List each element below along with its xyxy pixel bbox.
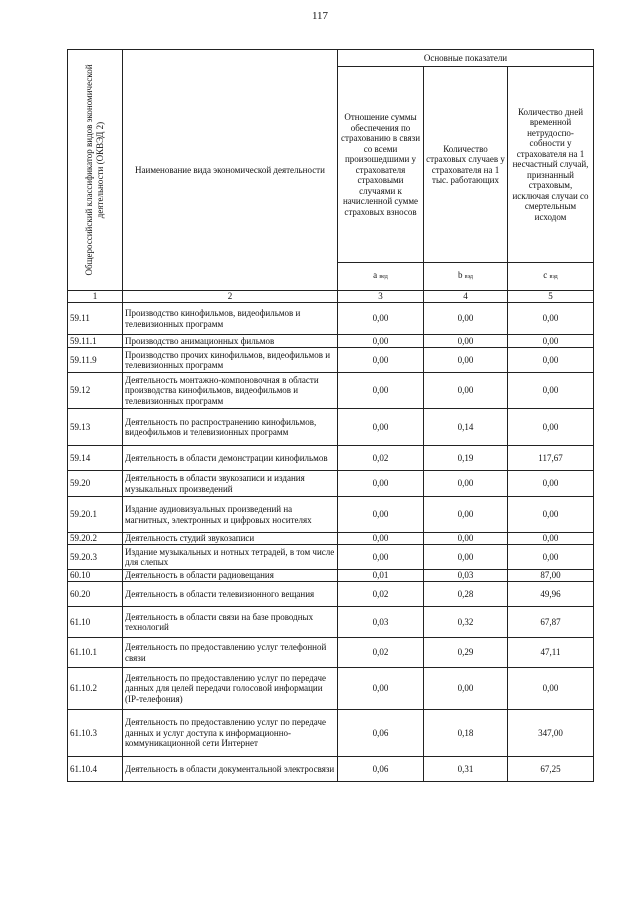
value-b-cell: 0,00 — [424, 533, 508, 545]
column-b-header: Количество страховых случаев у страхователя на 1 тыс. работающих — [424, 67, 508, 263]
table-header — [68, 50, 594, 303]
value-a-cell: 0,00 — [338, 497, 424, 533]
page-number: 117 — [311, 10, 329, 22]
main-indicators-header: Основные показатели — [338, 50, 594, 67]
table-row — [68, 446, 594, 471]
table-row — [68, 638, 594, 668]
activity-name-cell: Деятельность в области звукозаписи и издания музыкальных произведений — [123, 471, 338, 497]
table-row — [68, 373, 594, 409]
value-c-cell: 0,00 — [508, 409, 594, 446]
activity-name-cell: Деятельность по распространению кинофильмов, видеофильмов и телевизионных программ — [123, 409, 338, 446]
value-c-cell: 0,00 — [508, 668, 594, 710]
okved-code-cell: 61.10.4 — [68, 757, 123, 782]
value-c-cell: 0,00 — [508, 545, 594, 570]
column-a-header: Отношение суммы обеспечения по страхованию в связи со всеми произошедшими у страхователя страховыми случаями к начисленной сумме страховых взносов — [338, 67, 424, 263]
value-b-cell: 0,18 — [424, 710, 508, 757]
column-number-2: 2 — [123, 291, 338, 303]
table-row — [68, 545, 594, 570]
activity-name-cell: Деятельность в области демонстрации кинофильмов — [123, 446, 338, 471]
column-c-letter — [508, 263, 594, 291]
value-c-cell: 347,00 — [508, 710, 594, 757]
value-c-cell: 0,00 — [508, 303, 594, 335]
value-a-cell: 0,02 — [338, 446, 424, 471]
value-a-cell: 0,00 — [338, 668, 424, 710]
value-a-cell: 0,00 — [338, 348, 424, 373]
table-row — [68, 497, 594, 533]
table-row — [68, 582, 594, 607]
value-b-cell: 0,00 — [424, 497, 508, 533]
okved-code-cell: 60.20 — [68, 582, 123, 607]
value-b-cell: 0,28 — [424, 582, 508, 607]
table-row — [68, 348, 594, 373]
table-row — [68, 409, 594, 446]
column-number-3: 3 — [338, 291, 424, 303]
okved-code-cell: 60.10 — [68, 570, 123, 582]
okved-code-cell: 59.12 — [68, 373, 123, 409]
table-row — [68, 335, 594, 348]
activity-name-cell: Производство прочих кинофильмов, видеофильмов и телевизионных программ — [123, 348, 338, 373]
value-b-cell: 0,32 — [424, 607, 508, 638]
value-b-cell: 0,00 — [424, 335, 508, 348]
value-b-cell: 0,29 — [424, 638, 508, 668]
activity-name-cell: Издание аудиовизуальных произведений на магнитных, электронных и цифровых носителях — [123, 497, 338, 533]
letter-c: c — [543, 270, 548, 281]
value-b-cell: 0,00 — [424, 471, 508, 497]
value-a-cell: 0,00 — [338, 303, 424, 335]
value-b-cell: 0,31 — [424, 757, 508, 782]
okved-code-cell: 59.20.2 — [68, 533, 123, 545]
value-b-cell: 0,00 — [424, 545, 508, 570]
okved-code-cell: 61.10.1 — [68, 638, 123, 668]
column-number-5: 5 — [508, 291, 594, 303]
column-number-1: 1 — [68, 291, 123, 303]
value-b-cell: 0,19 — [424, 446, 508, 471]
activity-name-cell: Деятельность в области документальной электросвязи — [123, 757, 338, 782]
value-c-cell: 67,87 — [508, 607, 594, 638]
okved-code-cell: 61.10.2 — [68, 668, 123, 710]
okved-code-cell: 59.11.9 — [68, 348, 123, 373]
column-c-header: Количество дней временной нетрудоспо-собности у страхователя на 1 несчастный случай, признанный страховым, исключая случаи со смертельным исходом — [508, 67, 594, 263]
value-c-cell: 117,67 — [508, 446, 594, 471]
table-row — [68, 710, 594, 757]
activity-name-cell: Деятельность по предоставлению услуг телефонной связи — [123, 638, 338, 668]
letter-c-subscript: вэд — [549, 274, 558, 281]
okved-code-cell: 59.20 — [68, 471, 123, 497]
value-a-cell: 0,00 — [338, 335, 424, 348]
value-a-cell: 0,00 — [338, 471, 424, 497]
value-c-cell: 0,00 — [508, 348, 594, 373]
okved-code-cell: 59.14 — [68, 446, 123, 471]
value-a-cell: 0,06 — [338, 710, 424, 757]
column-a-letter — [338, 263, 424, 291]
value-b-cell: 0,14 — [424, 409, 508, 446]
okved-code-cell: 61.10 — [68, 607, 123, 638]
value-b-cell: 0,00 — [424, 348, 508, 373]
activity-name-cell: Деятельность в области радиовещания — [123, 570, 338, 582]
table-row — [68, 607, 594, 638]
okved-code-cell: 59.20.1 — [68, 497, 123, 533]
activity-name-cell: Издание музыкальных и нотных тетрадей, в том числе для слепых — [123, 545, 338, 570]
activity-name-cell: Производство кинофильмов, видеофильмов и телевизионных программ — [123, 303, 338, 335]
value-a-cell: 0,00 — [338, 409, 424, 446]
table-body — [68, 303, 594, 782]
value-b-cell: 0,00 — [424, 668, 508, 710]
table-row — [68, 668, 594, 710]
activity-name-cell: Деятельность студий звукозаписи — [123, 533, 338, 545]
value-a-cell: 0,02 — [338, 582, 424, 607]
value-b-cell: 0,03 — [424, 570, 508, 582]
value-c-cell: 0,00 — [508, 373, 594, 409]
value-b-cell: 0,00 — [424, 373, 508, 409]
okved-code-cell: 59.11 — [68, 303, 123, 335]
value-c-cell: 49,96 — [508, 582, 594, 607]
table-row — [68, 303, 594, 335]
activity-name-cell: Деятельность по предоставлению услуг по передаче данных для целей передачи голосовой информации (IP-телефония) — [123, 668, 338, 710]
letter-a-subscript: вед — [379, 274, 388, 281]
table-row — [68, 533, 594, 545]
value-c-cell: 87,00 — [508, 570, 594, 582]
value-a-cell: 0,03 — [338, 607, 424, 638]
value-a-cell: 0,01 — [338, 570, 424, 582]
table-row — [68, 570, 594, 582]
okved-code-cell: 61.10.3 — [68, 710, 123, 757]
activity-name-cell: Деятельность монтажно-компоновочная в области производства кинофильмов, видеофильмов и телевизионных программ — [123, 373, 338, 409]
activity-name-cell: Деятельность по предоставлению услуг по передаче данных и услуг доступа к информационно-коммуникационной сети Интернет — [123, 710, 338, 757]
column-number-4: 4 — [424, 291, 508, 303]
okved-code-cell: 59.11.1 — [68, 335, 123, 348]
value-c-cell: 47,11 — [508, 638, 594, 668]
activity-name-cell: Деятельность в области связи на базе проводных технологий — [123, 607, 338, 638]
indicators-table — [67, 49, 594, 782]
activity-name-cell: Деятельность в области телевизионного вещания — [123, 582, 338, 607]
okved-column-header — [68, 50, 123, 291]
value-c-cell: 0,00 — [508, 471, 594, 497]
value-c-cell: 0,00 — [508, 533, 594, 545]
okved-code-cell: 59.20.3 — [68, 545, 123, 570]
value-c-cell: 0,00 — [508, 497, 594, 533]
okved-code-cell: 59.13 — [68, 409, 123, 446]
value-a-cell: 0,02 — [338, 638, 424, 668]
letter-b: b — [458, 270, 463, 281]
letter-b-subscript: вэд — [464, 274, 473, 281]
value-a-cell: 0,00 — [338, 533, 424, 545]
value-c-cell: 67,25 — [508, 757, 594, 782]
letter-a: a — [373, 270, 378, 281]
value-a-cell: 0,06 — [338, 757, 424, 782]
okved-column-header-text: Общероссийский классификатор видов экономической деятельности (ОКВЭД 2) — [84, 64, 105, 276]
table-row — [68, 471, 594, 497]
value-a-cell: 0,00 — [338, 373, 424, 409]
value-a-cell: 0,00 — [338, 545, 424, 570]
name-column-header: Наименование вида экономической деятельности — [123, 50, 338, 291]
value-b-cell: 0,00 — [424, 303, 508, 335]
table-row — [68, 757, 594, 782]
value-c-cell: 0,00 — [508, 335, 594, 348]
activity-name-cell: Производство анимационных фильмов — [123, 335, 338, 348]
column-b-letter — [424, 263, 508, 291]
